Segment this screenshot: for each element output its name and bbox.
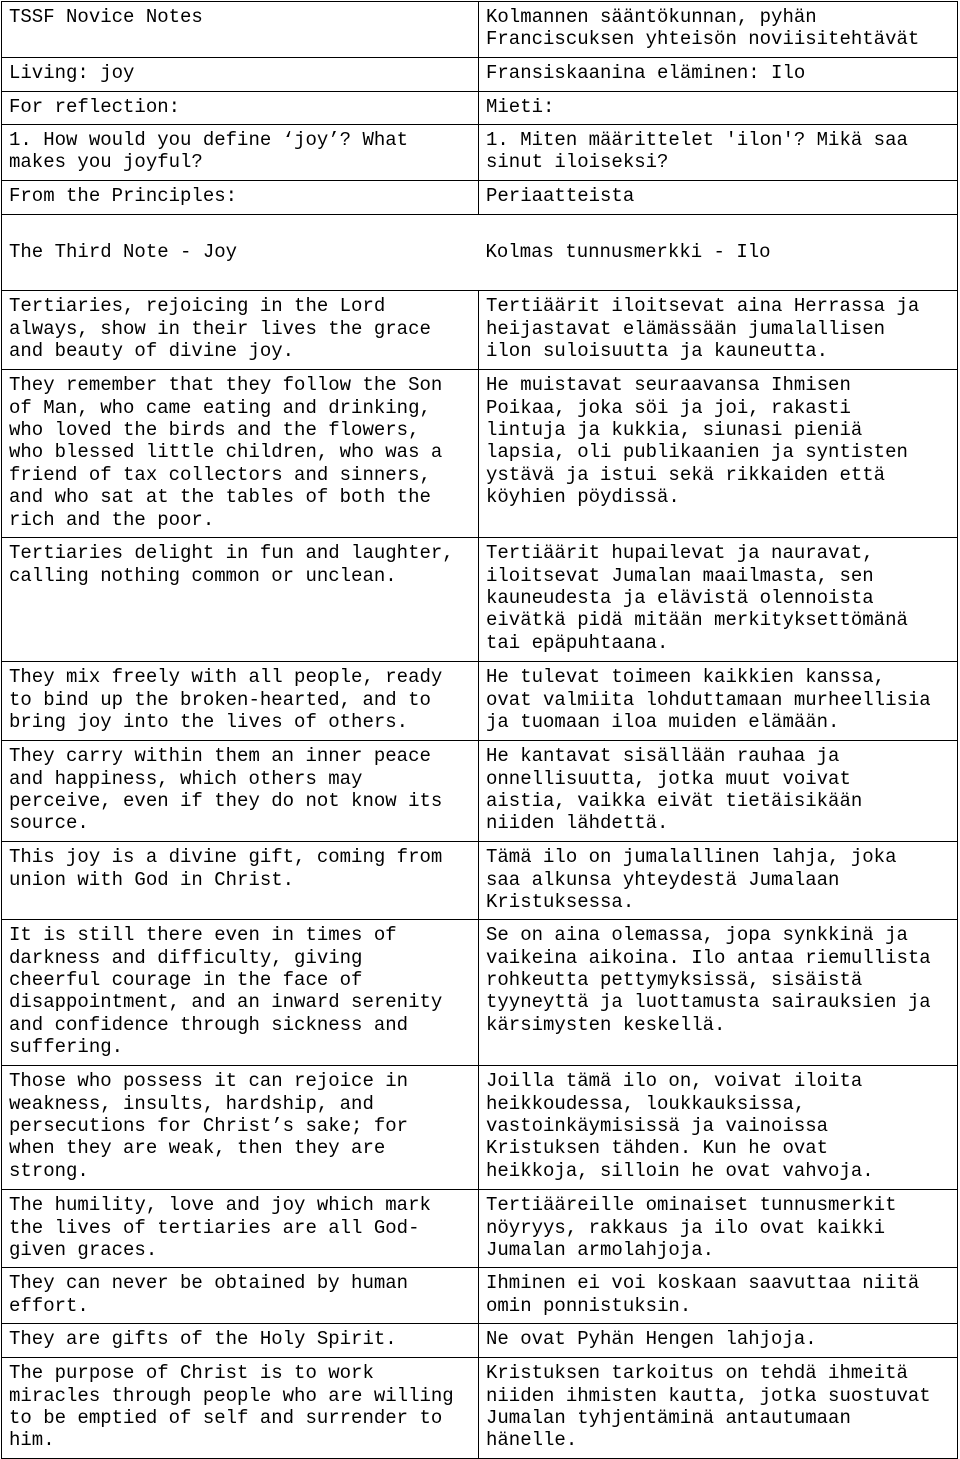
finnish-cell: Tämä ilo on jumalallinen lahja, joka saa alkunsa yhteydestä Jumalaan Kristuksessa. — [479, 842, 958, 920]
finnish-cell: Se on aina olemassa, jopa synkkinä ja vaikeina aikoina. Ilo antaa riemullista rohkeutta pettymyksissä, sisäistä tyyneyttä ja luottamusta sairauksien ja kärsimysten keskellä. — [479, 920, 958, 1066]
english-cell: The purpose of Christ is to work miracles through people who are willing to be emptied of self and surrender to him. — [2, 1358, 479, 1459]
table-row — [2, 58, 958, 92]
finnish-cell: Fransiskaanina eläminen: Ilo — [479, 58, 958, 92]
english-cell: TSSF Novice Notes — [2, 2, 479, 58]
english-cell: They are gifts of the Holy Spirit. — [2, 1324, 479, 1358]
english-cell: They carry within them an inner peace and happiness, which others may perceive, even if they do not know its source. — [2, 741, 479, 842]
finnish-cell: He kantavat sisällään rauhaa ja onnellisuutta, jotka muut voivat aistia, vaikka eivät tietäisikään niiden lähdettä. — [479, 741, 958, 842]
finnish-cell: Tertiäärit iloitsevat aina Herrassa ja heijastavat elämässään jumalallisen ilon suloisuutta ja kauneutta. — [479, 291, 958, 370]
finnish-cell: He muistavat seuraavansa Ihmisen Poikaa, joka söi ja joi, rakasti lintuja ja kukkia, siunasi pieniä lapsia, oli publikaanien ja syntisten ystävä ja istui sekä rikkaiden että köyhien pöydissä. — [479, 370, 958, 538]
finnish-cell: Mieti: — [479, 92, 958, 125]
finnish-cell: Ne ovat Pyhän Hengen lahjoja. — [479, 1324, 958, 1358]
table-row — [2, 1268, 958, 1324]
table-row — [2, 291, 958, 370]
finnish-cell: Kristuksen tarkoitus on tehdä ihmeitä niiden ihmisten kautta, jotka suostuvat Jumalan tyhjentäminä antautumaan hänelle. — [479, 1358, 958, 1459]
section-heading-row — [2, 215, 958, 291]
table-row — [2, 1066, 958, 1190]
english-cell: The humility, love and joy which mark the lives of tertiaries are all God- given graces. — [2, 1190, 479, 1268]
table-row — [2, 215, 958, 291]
english-cell: 1. How would you define ‘joy’? What makes you joyful? — [2, 125, 479, 181]
finnish-cell: Ihminen ei voi koskaan saavuttaa niitä omin ponnistuksin. — [479, 1268, 958, 1324]
finnish-cell: He tulevat toimeen kaikkien kanssa, ovat valmiita lohduttamaan murheellisia ja tuomaan iloa muiden elämään. — [479, 662, 958, 741]
table-row — [2, 125, 958, 181]
table-row — [2, 741, 958, 842]
table-row — [2, 1190, 958, 1268]
english-cell: Living: joy — [2, 58, 479, 92]
finnish-cell: 1. Miten määrittelet 'ilon'? Mikä saa sinut iloiseksi? — [479, 125, 958, 181]
english-cell: Tertiaries, rejoicing in the Lord always, show in their lives the grace and beauty of divine joy. — [2, 291, 479, 370]
table-row — [2, 92, 958, 125]
bilingual-notes-table — [1, 1, 958, 1459]
table-row — [2, 1358, 958, 1459]
finnish-cell: Tertiääreille ominaiset tunnusmerkit nöyryys, rakkaus ja ilo ovat kaikki Jumalan armolahjoja. — [479, 1190, 958, 1268]
table-row — [2, 2, 958, 58]
english-heading: The Third Note - Joy — [9, 241, 238, 264]
table-row — [2, 181, 958, 215]
finnish-cell: Tertiäärit hupailevat ja nauravat, iloitsevat Jumalan maailmasta, sen kauneudesta ja elävistä olennoista eivätkä pidä mitään merkityksettömänä tai epäpuhtaana. — [479, 538, 958, 662]
english-cell: They mix freely with all people, ready to bind up the broken-hearted, and to bring joy into the lives of others. — [2, 662, 479, 741]
table-row — [2, 920, 958, 1066]
table-row — [2, 662, 958, 741]
table-row — [2, 842, 958, 920]
finnish-heading: Kolmas tunnusmerkki - Ilo — [485, 241, 771, 264]
english-cell: They remember that they follow the Son of Man, who came eating and drinking, who loved the birds and the flowers, who blessed little children, who was a friend of tax collectors and sinners, and who sat at the tables of both the rich and the poor. — [2, 370, 479, 538]
english-cell: Those who possess it can rejoice in weakness, insults, hardship, and persecutions for Christ’s sake; for when they are weak, then they are strong. — [2, 1066, 479, 1190]
english-cell: For reflection: — [2, 92, 479, 125]
english-cell: This joy is a divine gift, coming from union with God in Christ. — [2, 842, 479, 920]
english-cell: Tertiaries delight in fun and laughter, calling nothing common or unclean. — [2, 538, 479, 662]
english-cell: From the Principles: — [2, 181, 479, 215]
english-cell: It is still there even in times of darkness and difficulty, giving cheerful courage in the face of disappointment, and an inward serenity and confidence through sickness and suffering. — [2, 920, 479, 1066]
finnish-cell: Periaatteista — [479, 181, 958, 215]
table-row — [2, 538, 958, 662]
table-row — [2, 370, 958, 538]
table-row — [2, 1324, 958, 1358]
english-cell: They can never be obtained by human effort. — [2, 1268, 479, 1324]
finnish-cell: Kolmannen sääntökunnan, pyhän Franciscuksen yhteisön noviisitehtävät — [479, 2, 958, 58]
finnish-cell: Joilla tämä ilo on, voivat iloita heikkoudessa, loukkauksissa, vastoinkäymisissä ja vainoissa Kristuksen tähden. Kun he ovat heikkoja, silloin he ovat vahvoja. — [479, 1066, 958, 1190]
